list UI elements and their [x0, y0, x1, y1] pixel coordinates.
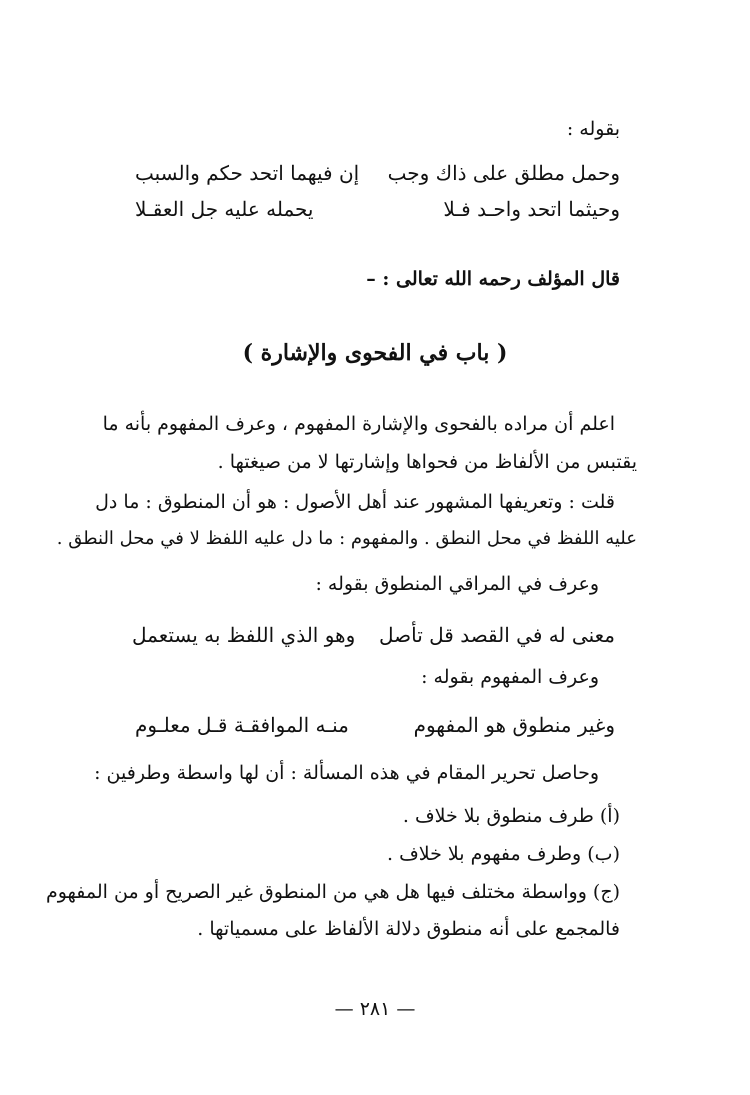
- verse1-line1-left: إن فيهما اتحد حكم والسبب: [135, 161, 360, 185]
- para1-line2: يقتبس من الألفاظ من فحواها وإشارتها لا من صيغتها .: [217, 451, 637, 473]
- verse1-line2-left: يحمله عليه جل العقـلا: [135, 197, 314, 221]
- intro-text: بقوله :: [566, 118, 620, 140]
- para2-line2: عليه اللفظ في محل النطق . والمفهوم : ما دل عليه اللفظ لا في محل النطق .: [56, 528, 637, 549]
- author-said: قال المؤلف رحمه الله تعالى : –: [366, 268, 620, 290]
- item-c-line1: (ج) وواسطة مختلف فيها هل هي من المنطوق غير الصريح أو من المفهوم: [45, 881, 620, 903]
- para2-line1: قلت : وتعريفها المشهور عند أهل الأصول : هو أن المنطوق : ما دل: [95, 491, 615, 513]
- page-number: — ٢٨١ —: [334, 998, 416, 1020]
- maraqi-intro: وعرف في المراقي المنطوق بقوله :: [315, 573, 599, 595]
- verse3-left: منـه الموافقـة قـل معلـوم: [135, 713, 349, 737]
- verse2-right: معنى له في القصد قل تأصل: [378, 623, 615, 647]
- chapter-title: ( باب في الفحوى والإشارة ): [242, 340, 508, 366]
- verse2-left: وهو الذي اللفظ به يستعمل: [132, 623, 356, 647]
- verse1-line2-right: وحيثما اتحد واحـد فـلا: [443, 197, 620, 221]
- item-a: (أ) طرف منطوق بلا خلاف .: [402, 805, 620, 827]
- item-c-line2: فالمجمع على أنه منطوق دلالة الألفاظ على مسمياتها .: [197, 918, 620, 940]
- item-b: (ب) وطرف مفهوم بلا خلاف .: [387, 843, 620, 865]
- para1-line1: اعلم أن مراده بالفحوى والإشارة المفهوم ، وعرف المفهوم بأنه ما: [102, 413, 615, 435]
- verse1-line1-right: وحمل مطلق على ذاك وجب: [387, 161, 620, 185]
- mafhum-intro: وعرف المفهوم بقوله :: [421, 666, 599, 688]
- summary-text: وحاصل تحرير المقام في هذه المسألة : أن لها واسطة وطرفين :: [94, 762, 599, 784]
- verse3-right: وغير منطوق هو المفهوم: [413, 713, 615, 737]
